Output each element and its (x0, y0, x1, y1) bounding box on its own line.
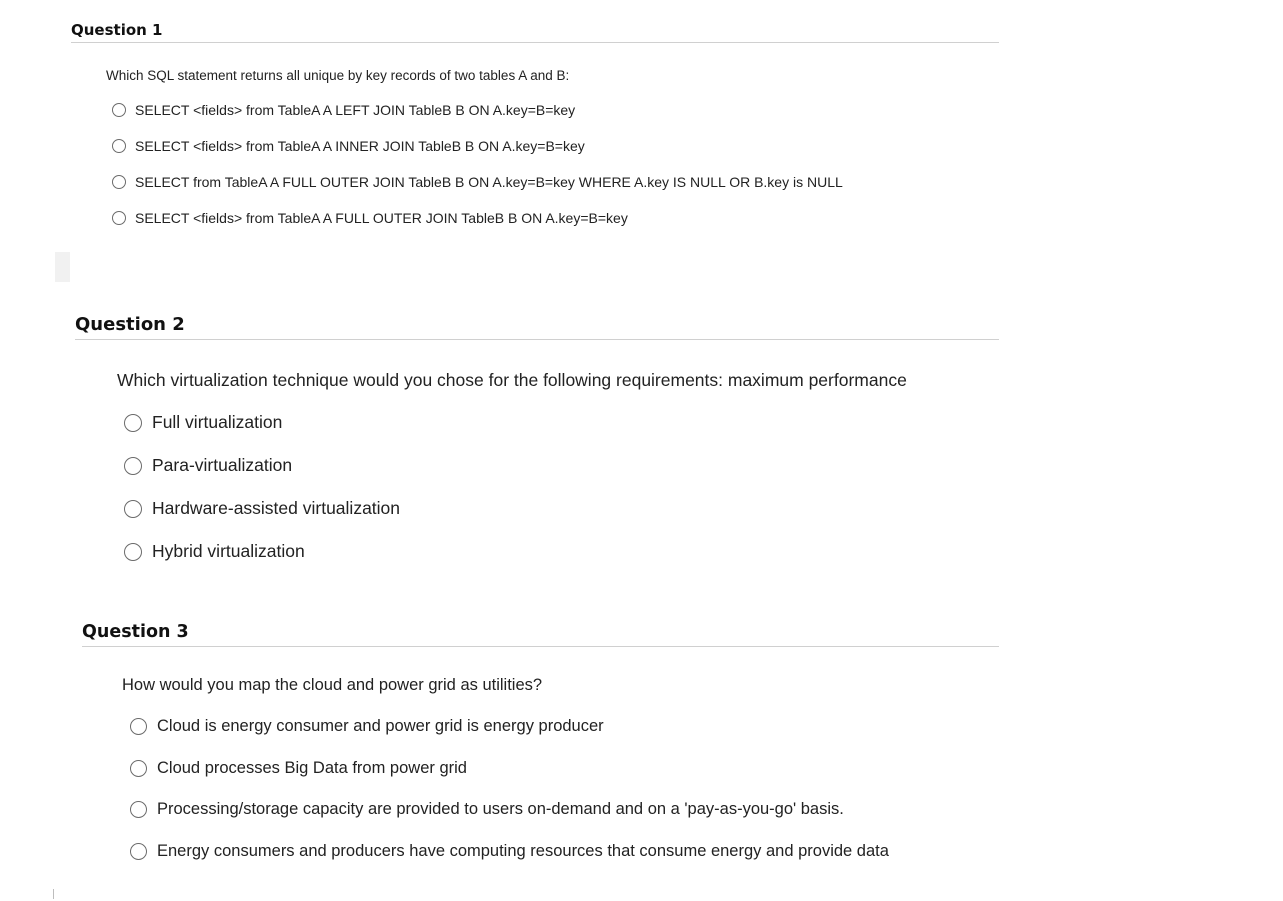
answer-option-label: Processing/storage capacity are provided to users on-demand and on a 'pay-as-you-go' basis. (157, 800, 844, 818)
answer-option[interactable] (130, 800, 844, 819)
radio-button-icon[interactable] (130, 801, 147, 818)
answer-option-label: SELECT <fields> from TableA A INNER JOIN TableB B ON A.key=B=key (135, 138, 585, 154)
scroll-artifact (53, 889, 54, 899)
answer-option-label: SELECT <fields> from TableA A FULL OUTER JOIN TableB B ON A.key=B=key (135, 210, 628, 226)
question-prompt: Which SQL statement returns all unique by key records of two tables A and B: (106, 68, 570, 83)
radio-button-icon[interactable] (130, 718, 147, 735)
answer-option[interactable] (112, 174, 843, 190)
radio-button-icon[interactable] (112, 139, 126, 153)
question-title: Question 3 (82, 620, 999, 647)
answer-option-label: Hardware-assisted virtualization (152, 498, 401, 518)
scroll-artifact (55, 252, 70, 282)
answer-option-label: Cloud is energy consumer and power grid is energy producer (157, 717, 604, 735)
answer-option[interactable] (124, 498, 400, 519)
answer-option-label: Cloud processes Big Data from power grid (157, 759, 467, 777)
radio-button-icon[interactable] (112, 175, 126, 189)
answer-option-label: Full virtualization (152, 412, 283, 432)
answer-option[interactable] (130, 717, 604, 736)
radio-button-icon[interactable] (124, 414, 142, 432)
question-title: Question 1 (71, 19, 999, 43)
answer-option-label: Hybrid virtualization (152, 541, 305, 561)
radio-button-icon[interactable] (124, 457, 142, 475)
answer-option-label: Para-virtualization (152, 455, 293, 475)
question-prompt: Which virtualization technique would you chose for the following requirements: maximum performance (117, 370, 907, 390)
radio-button-icon[interactable] (130, 843, 147, 860)
answer-option[interactable] (130, 759, 467, 778)
answer-option[interactable] (130, 842, 889, 861)
radio-button-icon[interactable] (124, 500, 142, 518)
answer-option[interactable] (124, 455, 292, 476)
radio-button-icon[interactable] (112, 103, 126, 117)
answer-option[interactable] (112, 210, 628, 226)
answer-option[interactable] (124, 541, 305, 562)
question-title: Question 2 (75, 312, 999, 340)
answer-option[interactable] (112, 138, 585, 154)
radio-button-icon[interactable] (130, 760, 147, 777)
radio-button-icon[interactable] (112, 211, 126, 225)
answer-option[interactable] (112, 102, 575, 118)
answer-option[interactable] (124, 412, 282, 433)
answer-option-label: SELECT <fields> from TableA A LEFT JOIN TableB B ON A.key=B=key (135, 102, 576, 118)
answer-option-label: SELECT from TableA A FULL OUTER JOIN TableB B ON A.key=B=key WHERE A.key IS NULL OR B.key is NULL (135, 174, 843, 190)
question-prompt: How would you map the cloud and power grid as utilities? (122, 676, 543, 694)
answer-option-label: Energy consumers and producers have computing resources that consume energy and provide data (157, 842, 889, 860)
radio-button-icon[interactable] (124, 543, 142, 561)
